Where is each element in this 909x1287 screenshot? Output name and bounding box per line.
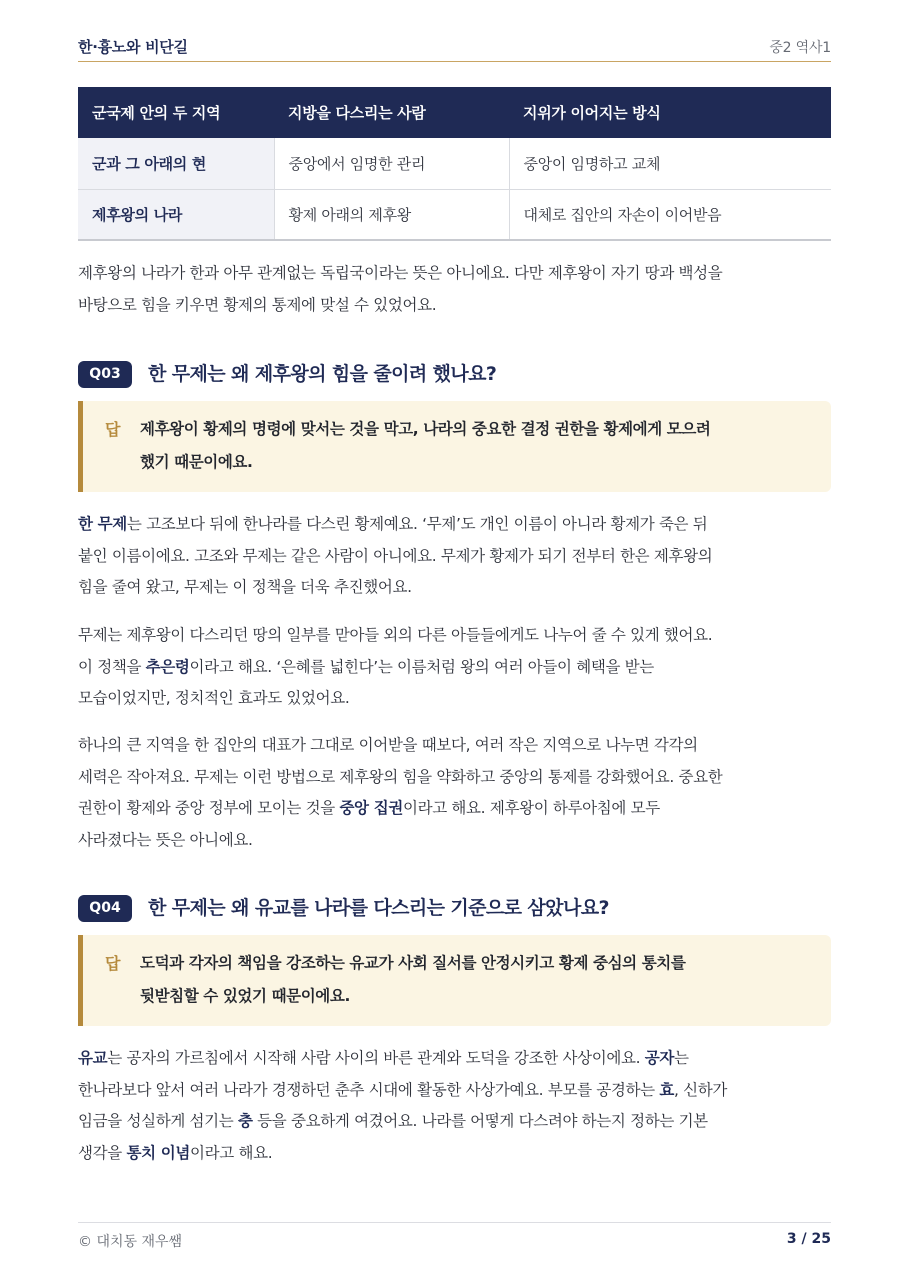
table-cell: 황제 아래의 제후왕 — [274, 189, 509, 240]
bold-term: 중앙 집권 — [339, 799, 403, 817]
text-line: 했기 때문이에요. — [140, 453, 253, 471]
text-line: 모습이었지만, 정치적인 효과도 있었어요. — [78, 689, 350, 707]
text-line: 붙인 이름이에요. 고조와 무제는 같은 사람이 아니에요. 무제가 황제가 되기 전부터 한은 제후왕의 — [78, 546, 713, 565]
answer-text — [140, 947, 820, 1013]
answer-box-q03 — [78, 401, 831, 492]
page-header — [78, 36, 831, 62]
text-line: 무제는 제후왕이 다스리던 땅의 일부를 맏아들 외의 다른 아들들에게도 나누어 줄 수 있게 했어요. — [78, 626, 713, 644]
text-line: 제후왕의 나라가 한과 아무 관계없는 독립국이라는 뜻은 아니에요. 다만 제후왕이 자기 땅과 백성을 — [78, 264, 723, 282]
table-cell: 제후왕의 나라 — [78, 189, 274, 240]
table-row — [78, 138, 831, 189]
bold-term: 유교 — [78, 1049, 108, 1067]
question-title: 한 무제는 왜 유교를 나라를 다스리는 기준으로 삼았나요? — [148, 897, 609, 919]
header-title: 한·흉노와 비단길 — [78, 38, 188, 56]
table-cell: 중앙이 임명하고 교체 — [509, 138, 831, 189]
table-cell: 대체로 집안의 자손이 이어받음 — [509, 189, 831, 240]
document-page — [78, 0, 831, 1287]
table-row — [78, 189, 831, 240]
text-line: 이 정책을 추은령이라고 해요. ‘은혜를 넓힌다’는 이름처럼 왕의 여러 아들이 혜택을 받는 — [78, 657, 654, 676]
text-line: 생각을 통치 이념이라고 해요. — [78, 1143, 273, 1162]
text-line: 세력은 작아져요. 무제는 이런 방법으로 제후왕의 힘을 약화하고 중앙의 통제를 강화했어요. 중요한 — [78, 767, 723, 786]
table-cell: 군과 그 아래의 현 — [78, 138, 274, 189]
footer-copyright: © 대치동 재우쌤 — [78, 1234, 183, 1250]
text-line: 권한이 황제와 중앙 정부에 모이는 것을 중앙 집권이라고 해요. 제후왕이 하루아침에 모두 — [78, 799, 660, 817]
question-badge: Q04 — [78, 895, 132, 922]
text-line: 사라졌다는 뜻은 아니에요. — [78, 830, 253, 849]
bold-term: 공자 — [644, 1049, 674, 1067]
answer-box-q04 — [78, 935, 831, 1026]
header-subtitle: 중2 역사1 — [769, 40, 831, 56]
answer-label: 답 — [105, 954, 121, 973]
page-number: 3 / 25 — [786, 1231, 831, 1247]
paragraph-emperor-wu — [78, 509, 831, 604]
bold-term: 추은령 — [145, 657, 190, 676]
paragraph-chueunryeong — [78, 620, 831, 715]
question-title: 한 무제는 왜 제후왕의 힘을 줄이려 했나요? — [148, 363, 497, 385]
table-header-row — [78, 87, 831, 138]
bold-term: 한 무제 — [78, 515, 127, 533]
bold-term: 충 — [237, 1112, 253, 1130]
question-q03 — [78, 359, 831, 391]
paragraph-centralization — [78, 730, 831, 856]
text-line: 뒷받침할 수 있었기 때문이에요. — [140, 987, 350, 1005]
question-badge: Q03 — [78, 361, 132, 388]
comparison-table — [78, 87, 831, 241]
text-line: 유교는 공자의 가르침에서 시작해 사람 사이의 바른 관계와 도덕을 강조한 사상이에요. 공자는 — [78, 1049, 689, 1067]
question-q04 — [78, 893, 831, 925]
page-footer — [78, 1222, 831, 1256]
bold-term: 통치 이념 — [126, 1143, 190, 1162]
table-cell: 중앙에서 임명한 관리 — [274, 138, 509, 189]
paragraph-confucianism — [78, 1043, 831, 1169]
bold-term: 효 — [659, 1080, 674, 1099]
text-line: 임금을 성실하게 섬기는 충 등을 중요하게 여겼어요. 나라를 어떻게 다스려야 하는지 정하는 기본 — [78, 1112, 708, 1130]
text-line: 한나라보다 앞서 여러 나라가 경쟁하던 춘추 시대에 활동한 사상가예요. 부모를 공경하는 효, 신하가 — [78, 1080, 728, 1099]
text-line: 제후왕이 황제의 명령에 맞서는 것을 막고, 나라의 중요한 결정 권한을 황제에게 모으려 — [140, 420, 711, 438]
text-line: 힘을 줄여 왔고, 무제는 이 정책을 더욱 추진했어요. — [78, 578, 412, 596]
text-line: 한 무제는 고조보다 뒤에 한나라를 다스린 황제예요. ‘무제’도 개인 이름이 아니라 황제가 죽은 뒤 — [78, 515, 708, 533]
text-line: 하나의 큰 지역을 한 집안의 대표가 그대로 이어받을 때보다, 여러 작은 지역으로 나누면 각각의 — [78, 736, 698, 754]
table-header-cell: 지위가 이어지는 방식 — [509, 87, 831, 138]
table-header-cell: 군국제 안의 두 지역 — [78, 87, 274, 138]
text-line: 도덕과 각자의 책임을 강조하는 유교가 사회 질서를 안정시키고 황제 중심의 통치를 — [140, 954, 686, 972]
answer-text — [140, 413, 820, 479]
paragraph-independence — [78, 258, 831, 321]
table-header-cell: 지방을 다스리는 사람 — [274, 87, 509, 138]
answer-label: 답 — [105, 420, 121, 439]
text-line: 바탕으로 힘을 키우면 황제의 통제에 맞설 수 있었어요. — [78, 295, 437, 314]
